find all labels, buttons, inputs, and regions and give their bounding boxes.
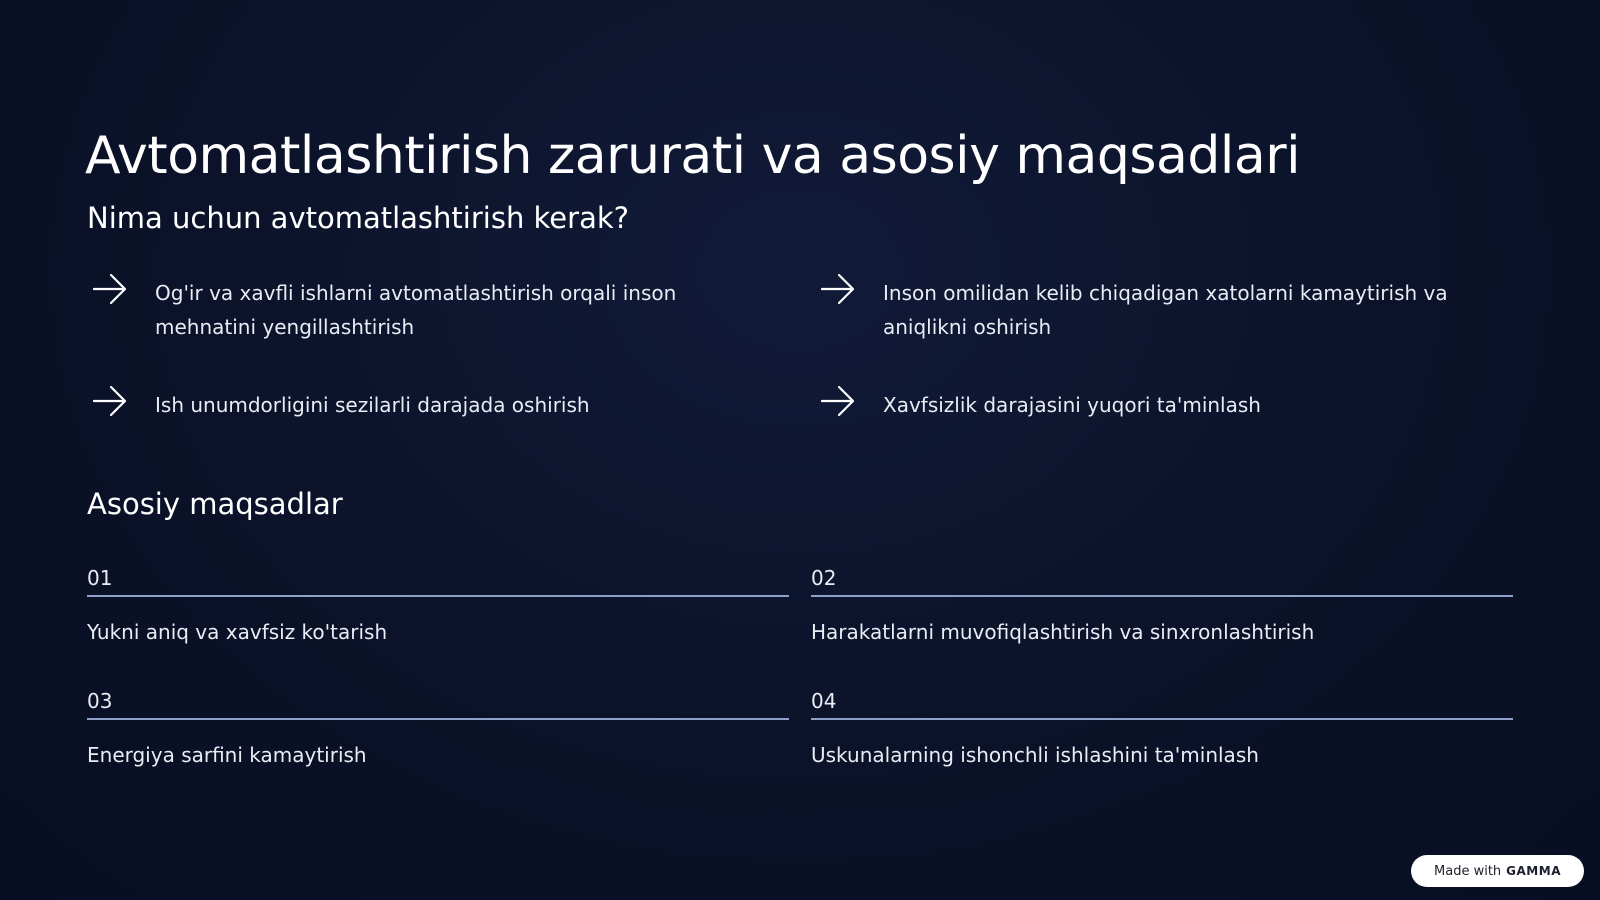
goal-number: 02 xyxy=(811,566,837,590)
slide-title: Avtomatlashtirish zarurati va asosiy maqsadlari xyxy=(85,126,1301,186)
goal-text: Harakatlarni muvofiqlashtirish va sinxronlashtirish xyxy=(811,620,1315,644)
slide-subtitle: Nima uchun avtomatlashtirish kerak? xyxy=(87,201,630,235)
goal-divider xyxy=(87,718,789,720)
goal-number: 04 xyxy=(811,689,837,713)
reason-text: Ish unumdorligini sezilarli darajada oshirish xyxy=(155,393,590,417)
arrow-right-icon xyxy=(92,272,128,308)
goal-divider xyxy=(811,595,1513,597)
goal-text: Uskunalarning ishonchli ishlashini ta'minlash xyxy=(811,743,1259,767)
goals-heading: Asosiy maqsadlar xyxy=(87,487,343,521)
goal-text: Energiya sarfini kamaytirish xyxy=(87,743,367,767)
reason-text: Inson omilidan kelib chiqadigan xatolarni kamaytirish va aniqlikni oshirish xyxy=(883,281,1448,339)
goal-number: 03 xyxy=(87,689,113,713)
badge-prefix: Made with xyxy=(1434,863,1502,879)
goal-divider xyxy=(87,595,789,597)
arrow-right-icon xyxy=(92,384,128,420)
reason-text: Xavfsizlik darajasini yuqori ta'minlash xyxy=(883,393,1261,417)
arrow-right-icon xyxy=(820,384,856,420)
reason-text: Og'ir va xavfli ishlarni avtomatlashtirish orqali inson mehnatini yengillashtirish xyxy=(155,281,677,339)
goal-text: Yukni aniq va xavfsiz ko'tarish xyxy=(87,620,388,644)
gamma-logo: GAMMA xyxy=(1506,864,1561,878)
arrow-right-icon xyxy=(820,272,856,308)
goal-divider xyxy=(811,718,1513,720)
made-with-gamma-badge[interactable] xyxy=(1411,855,1584,887)
goal-number: 01 xyxy=(87,566,113,590)
